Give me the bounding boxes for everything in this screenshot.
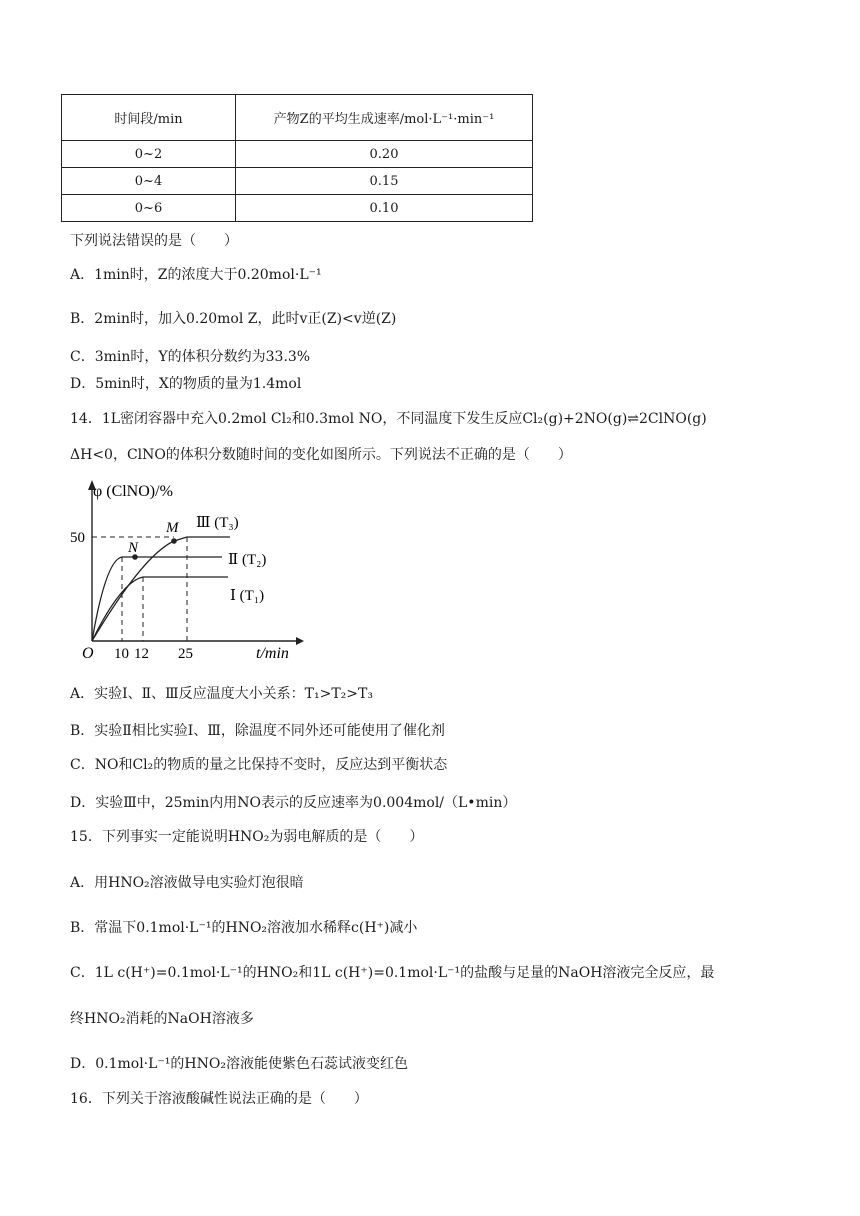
table-header-period: 时间段/min [62, 95, 236, 141]
q15-option-c-line1: C．1L c(H⁺)=0.1mol·L⁻¹的HNO₂和1L c(H⁺)=0.1mol·L⁻¹的盐酸与足量的NaOH溶液完全反应，最 [70, 965, 715, 981]
table-row [62, 168, 533, 195]
q16-stem: 16．下列关于溶液酸碱性说法正确的是（ ） [70, 1091, 368, 1107]
q13-stem: 下列说法错误的是（ ） [70, 233, 238, 249]
q15-option-a: A．用HNO₂溶液做导电实验灯泡很暗 [70, 875, 304, 891]
x-tick-12: 12 [134, 646, 149, 662]
x-tick-10: 10 [114, 646, 129, 662]
table-cell-period: 0~4 [62, 168, 236, 195]
q13-option-b: B．2min时，加入0.20mol Z，此时v正(Z)<v逆(Z) [70, 311, 397, 327]
point-n-label: N [128, 540, 139, 556]
y-tick-50: 50 [70, 530, 85, 546]
curve-iii [92, 537, 230, 641]
curve-i-label: Ⅰ (T₁) [230, 588, 265, 604]
x-axis-arrow-icon [296, 637, 304, 645]
table-header-row [62, 95, 533, 141]
table-cell-rate: 0.15 [236, 168, 533, 195]
table-cell-period: 0~6 [62, 195, 236, 222]
table-cell-rate: 0.10 [236, 195, 533, 222]
q15-option-b: B．常温下0.1mol·L⁻¹的HNO₂溶液加水稀释c(H⁺)减小 [70, 920, 418, 936]
q15-stem: 15．下列事实一定能说明HNO₂为弱电解质的是（ ） [70, 829, 424, 845]
q13-option-c: C．3min时，Y的体积分数约为33.3% [70, 349, 311, 365]
point-m-marker [171, 538, 177, 544]
x-axis-label: t/min [256, 645, 289, 662]
clno-fraction-graph [60, 474, 310, 670]
table-row [62, 141, 533, 168]
curve-iii-label: Ⅲ (T₃) [196, 515, 239, 531]
point-m-label: M [166, 520, 179, 536]
table-cell-rate: 0.20 [236, 141, 533, 168]
table-row [62, 195, 533, 222]
table-header-rate: 产物Z的平均生成速率/mol·L⁻¹·min⁻¹ [236, 95, 533, 141]
q14-stem-line2: ΔH<0，ClNO的体积分数随时间的变化如图所示。下列说法不正确的是（ ） [70, 447, 572, 463]
x-tick-25: 25 [178, 646, 193, 662]
table-cell-period: 0~2 [62, 141, 236, 168]
q13-option-a: A．1min时，Z的浓度大于0.20mol·L⁻¹ [70, 267, 322, 283]
origin-label: O [82, 645, 94, 662]
curve-ii [92, 557, 222, 641]
q14-option-b: B．实验Ⅱ相比实验Ⅰ、Ⅲ，除温度不同外还可能使用了催化剂 [70, 723, 445, 739]
q14-option-a: A．实验Ⅰ、Ⅱ、Ⅲ反应温度大小关系：T₁>T₂>T₃ [70, 686, 373, 702]
q14-option-d: D．实验Ⅲ中，25min内用NO表示的反应速率为0.004mol/（L•min） [70, 795, 517, 811]
curve-ii-label: Ⅱ (T₂) [228, 552, 267, 568]
q15-option-d: D．0.1mol·L⁻¹的HNO₂溶液能使紫色石蕊试液变红色 [70, 1056, 408, 1072]
y-axis-label: φ (ClNO)/% [93, 483, 173, 500]
q14-option-c: C．NO和Cl₂的物质的量之比保持不变时，反应达到平衡状态 [70, 757, 448, 773]
q13-option-d: D．5min时，X的物质的量为1.4mol [70, 376, 302, 392]
q15-option-c-line2: 终HNO₂消耗的NaOH溶液多 [70, 1011, 254, 1027]
q14-stem-line1: 14．1L密闭容器中充入0.2mol Cl₂和0.3mol NO，不同温度下发生反应Cl₂(g)+2NO(g)⇌2ClNO(g) [70, 411, 707, 427]
rate-table [61, 94, 533, 222]
